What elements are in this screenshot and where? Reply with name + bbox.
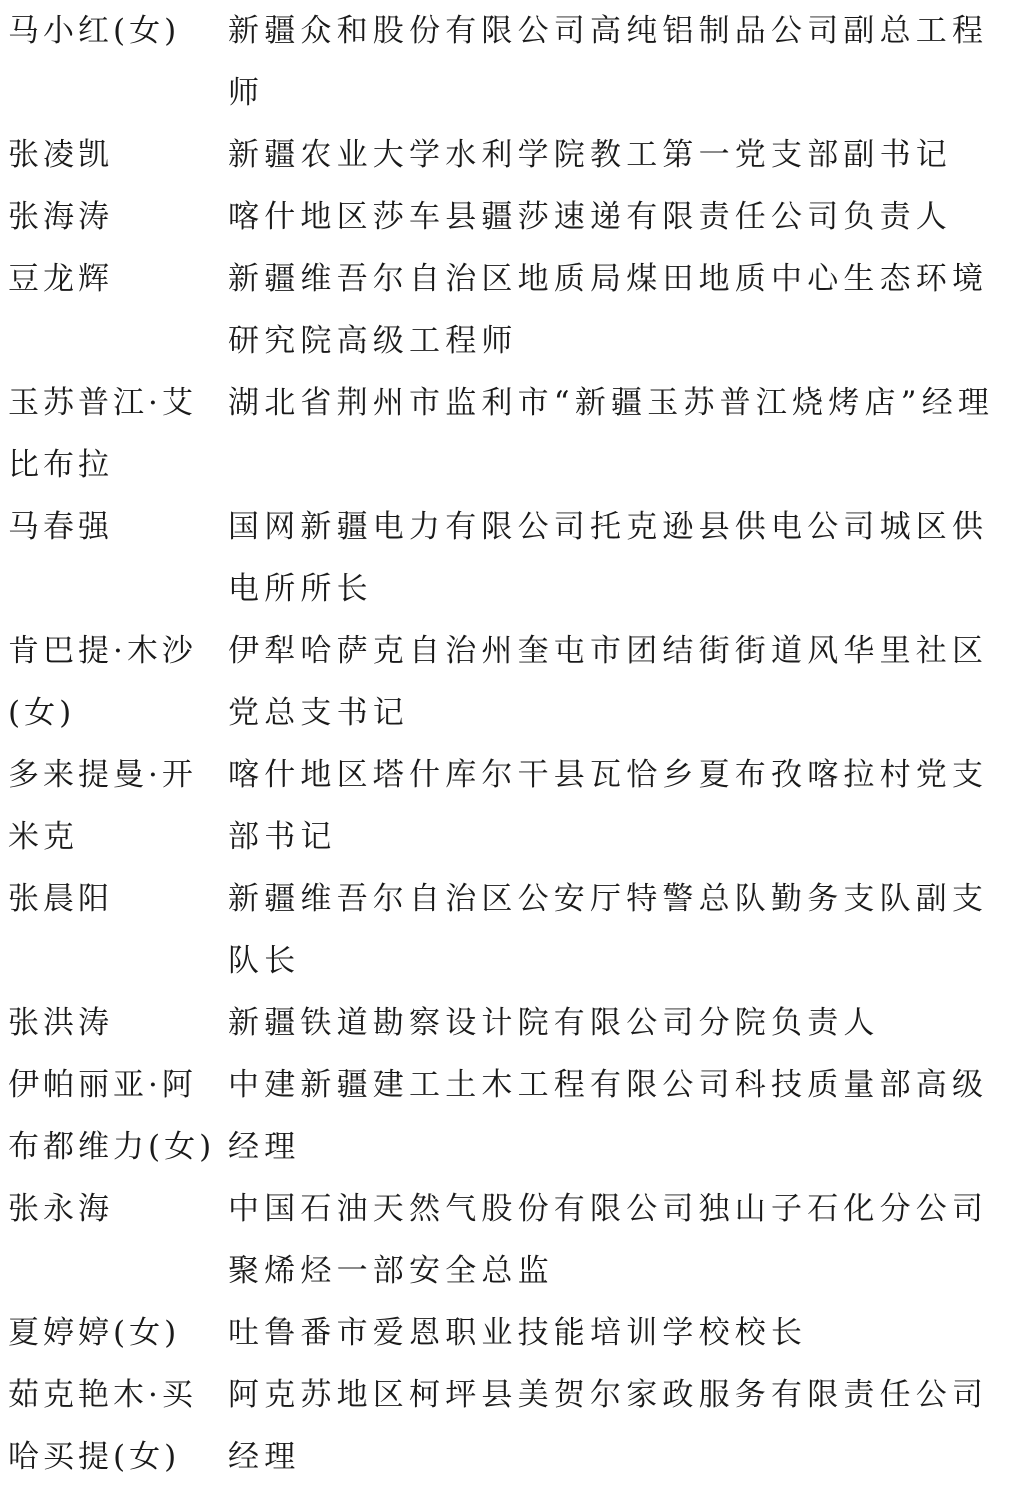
list-item <box>8 124 1018 186</box>
person-name: 伊帕丽亚·阿布都维力(女) <box>8 1067 216 1165</box>
person-name: 多来提曼·开米克 <box>8 757 197 855</box>
list-item <box>8 0 1018 124</box>
person-title: 湖北省荆州市监利市“新疆玉苏普江烧烤店”经理 <box>228 385 995 421</box>
person-title: 中国石油天然气股份有限公司独山子石化分公司聚烯烃一部安全总监 <box>228 1191 989 1289</box>
person-name: 张凌凯 <box>8 137 113 173</box>
list-item <box>8 620 1018 744</box>
list-item <box>8 1302 1018 1364</box>
person-title: 新疆众和股份有限公司高纯铝制品公司副总工程师 <box>228 13 989 111</box>
list-item <box>8 868 1018 992</box>
person-name: 玉苏普江·艾比布拉 <box>8 385 197 483</box>
person-title: 阿克苏地区柯坪县美贺尔家政服务有限责任公司经理 <box>228 1377 989 1475</box>
person-name: 马小红(女) <box>8 13 181 49</box>
list-item <box>8 992 1018 1054</box>
person-title: 中建新疆建工土木工程有限公司科技质量部高级经理 <box>228 1067 989 1165</box>
person-name: 张永海 <box>8 1191 113 1227</box>
person-title: 伊犁哈萨克自治州奎屯市团结街街道风华里社区党总支书记 <box>228 633 989 731</box>
person-title: 喀什地区塔什库尔干县瓦恰乡夏布孜喀拉村党支部书记 <box>228 757 989 855</box>
person-name: 豆龙辉 <box>8 261 113 297</box>
person-name: 张晨阳 <box>8 881 113 917</box>
person-name: 张洪涛 <box>8 1005 113 1041</box>
person-title: 国网新疆电力有限公司托克逊县供电公司城区供电所所长 <box>228 509 989 607</box>
list-item <box>8 744 1018 868</box>
person-title: 吐鲁番市爱恩职业技能培训学校校长 <box>228 1315 808 1351</box>
person-title: 新疆农业大学水利学院教工第一党支部副书记 <box>228 137 952 173</box>
list-item <box>8 248 1018 372</box>
person-name: 马春强 <box>8 509 113 545</box>
list-item <box>8 1054 1018 1178</box>
person-title: 新疆维吾尔自治区地质局煤田地质中心生态环境研究院高级工程师 <box>228 261 989 359</box>
person-name: 张海涛 <box>8 199 113 235</box>
list-item <box>8 1364 1018 1488</box>
person-name: 肯巴提·木沙(女) <box>8 633 197 731</box>
list-item <box>8 496 1018 620</box>
honoree-list <box>8 0 1018 1488</box>
person-title: 新疆维吾尔自治区公安厅特警总队勤务支队副支队长 <box>228 881 989 979</box>
person-title: 新疆铁道勘察设计院有限公司分院负责人 <box>228 1005 880 1041</box>
person-name: 茹克艳木·买哈买提(女) <box>8 1377 197 1475</box>
list-item <box>8 186 1018 248</box>
list-item <box>8 1178 1018 1302</box>
list-item <box>8 372 1018 496</box>
person-title: 喀什地区莎车县疆莎速递有限责任公司负责人 <box>228 199 952 235</box>
person-name: 夏婷婷(女) <box>8 1315 181 1351</box>
